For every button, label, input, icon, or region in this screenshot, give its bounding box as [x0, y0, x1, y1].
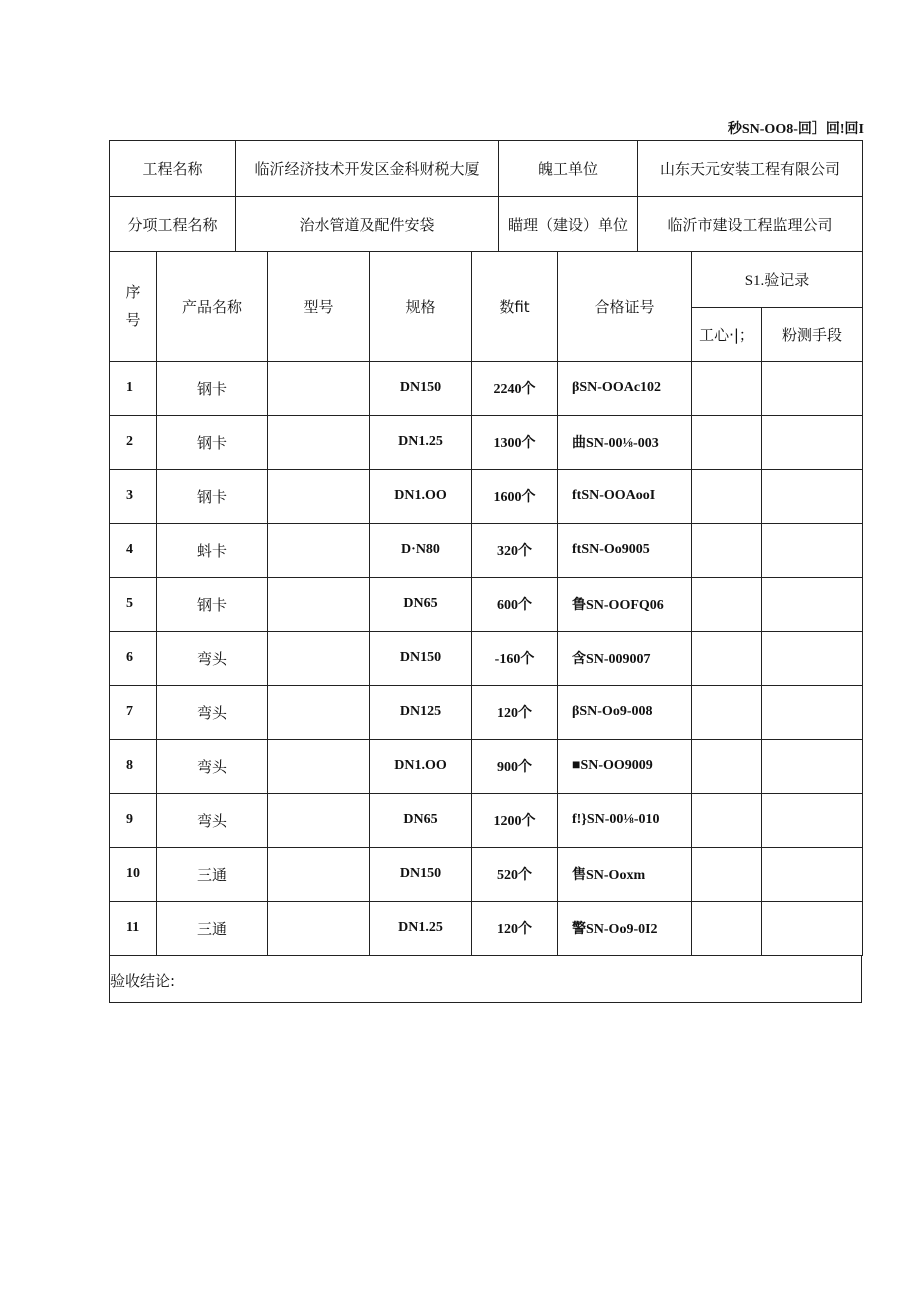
- row-inspect-1: [692, 577, 762, 631]
- row-inspect-1: [692, 685, 762, 739]
- row-inspect-1: [692, 415, 762, 469]
- col-inspect-header: S1.验记录: [692, 252, 863, 307]
- table-row: [110, 793, 863, 847]
- row-product: 钢卡: [157, 469, 268, 523]
- table-row: [110, 523, 863, 577]
- row-cert: 警SN-Oo9-0I2: [558, 901, 692, 955]
- row-product: 弯头: [157, 793, 268, 847]
- row-spec: DN65: [370, 793, 472, 847]
- row-seq: 6: [110, 631, 157, 685]
- col-inspect-sub1: 工心·|；: [692, 307, 762, 361]
- row-spec: DN1.OO: [370, 739, 472, 793]
- row-inspect-2: [762, 415, 863, 469]
- row-product: 钢卡: [157, 415, 268, 469]
- row-inspect-1: [692, 847, 762, 901]
- table-row: [110, 469, 863, 523]
- project-name-value: 临沂经济技术开发区金科财税大厦: [236, 141, 499, 197]
- row-model: [268, 469, 370, 523]
- row-spec: D·N80: [370, 523, 472, 577]
- row-inspect-2: [762, 793, 863, 847]
- row-seq: 1: [110, 361, 157, 415]
- row-qty: 120个: [472, 685, 558, 739]
- row-spec: DN150: [370, 847, 472, 901]
- row-cert: f!}SN-00⅛-010: [558, 793, 692, 847]
- col-product-header: 产品名称: [157, 252, 268, 361]
- row-spec: DN1.25: [370, 415, 472, 469]
- inspection-form: [109, 140, 862, 1003]
- row-cert: 鲁SN-OOFQ06: [558, 577, 692, 631]
- col-cert-header: 合格证号: [558, 252, 692, 361]
- row-seq: 11: [110, 901, 157, 955]
- row-inspect-2: [762, 361, 863, 415]
- project-name-label: 工程名称: [110, 141, 236, 197]
- row-cert: ftSN-Oo9005: [558, 523, 692, 577]
- row-model: [268, 901, 370, 955]
- row-qty: 320个: [472, 523, 558, 577]
- row-cert: ■SN-OO9009: [558, 739, 692, 793]
- row-qty: 520个: [472, 847, 558, 901]
- conclusion-area: [109, 956, 862, 1003]
- table-row: [110, 577, 863, 631]
- row-inspect-1: [692, 361, 762, 415]
- row-seq: 10: [110, 847, 157, 901]
- row-seq: 4: [110, 523, 157, 577]
- col-model-header: 型号: [268, 252, 370, 361]
- row-model: [268, 847, 370, 901]
- col-seq-line1: 序: [125, 283, 141, 302]
- item-rows: [110, 361, 863, 955]
- row-seq: 9: [110, 793, 157, 847]
- header-table: [109, 140, 863, 252]
- row-cert: 含SN-009007: [558, 631, 692, 685]
- contractor-label: 魄工单位: [499, 141, 638, 197]
- row-inspect-1: [692, 739, 762, 793]
- row-inspect-2: [762, 901, 863, 955]
- row-cert: βSN-Oo9-008: [558, 685, 692, 739]
- row-product: 三通: [157, 847, 268, 901]
- conclusion-label: 验收结论:: [110, 971, 176, 990]
- supervisor-value: 临沂市建设工程监理公司: [638, 197, 863, 252]
- row-model: [268, 631, 370, 685]
- row-model: [268, 739, 370, 793]
- row-inspect-2: [762, 739, 863, 793]
- row-qty: 1600个: [472, 469, 558, 523]
- row-seq: 7: [110, 685, 157, 739]
- subproject-label: 分项工程名称: [110, 197, 236, 252]
- row-seq: 5: [110, 577, 157, 631]
- table-row: [110, 847, 863, 901]
- table-row: [110, 901, 863, 955]
- row-qty: 600个: [472, 577, 558, 631]
- items-table: [109, 252, 863, 956]
- row-seq: 8: [110, 739, 157, 793]
- row-qty: 900个: [472, 739, 558, 793]
- row-model: [268, 793, 370, 847]
- row-product: 弯头: [157, 739, 268, 793]
- row-model: [268, 361, 370, 415]
- row-qty: 120个: [472, 901, 558, 955]
- row-product: 三通: [157, 901, 268, 955]
- col-seq-header: [110, 252, 157, 361]
- row-inspect-2: [762, 685, 863, 739]
- row-qty: 2240个: [472, 361, 558, 415]
- col-inspect-sub2: 粉测手段: [762, 307, 863, 361]
- row-model: [268, 523, 370, 577]
- row-inspect-2: [762, 469, 863, 523]
- row-product: 钢卡: [157, 577, 268, 631]
- row-spec: DN150: [370, 361, 472, 415]
- row-product: 弯头: [157, 631, 268, 685]
- row-spec: DN65: [370, 577, 472, 631]
- row-seq: 3: [110, 469, 157, 523]
- row-inspect-2: [762, 577, 863, 631]
- table-row: [110, 739, 863, 793]
- table-row: [110, 631, 863, 685]
- table-row: [110, 685, 863, 739]
- row-product: 弯头: [157, 685, 268, 739]
- row-cert: 售SN-Ooxm: [558, 847, 692, 901]
- column-header-row-1: [110, 252, 863, 307]
- row-inspect-1: [692, 793, 762, 847]
- row-inspect-2: [762, 847, 863, 901]
- col-qty-header: 数fit: [472, 252, 558, 361]
- table-row: [110, 361, 863, 415]
- row-inspect-1: [692, 523, 762, 577]
- supervisor-label: 瞄理（建设）单位: [499, 197, 638, 252]
- header-row-project: [110, 141, 863, 197]
- row-cert: ftSN-OOAooI: [558, 469, 692, 523]
- row-model: [268, 577, 370, 631]
- col-spec-header: 规格: [370, 252, 472, 361]
- document-number: 秒SN-OO8-回］回!回I: [727, 122, 864, 137]
- row-qty: 1200个: [472, 793, 558, 847]
- row-product: 蚪卡: [157, 523, 268, 577]
- col-seq-line2: 号: [125, 311, 141, 330]
- row-inspect-2: [762, 631, 863, 685]
- table-row: [110, 415, 863, 469]
- row-model: [268, 685, 370, 739]
- contractor-value: 山东天元安装工程有限公司: [638, 141, 863, 197]
- row-inspect-1: [692, 901, 762, 955]
- row-inspect-1: [692, 469, 762, 523]
- row-qty: -160个: [472, 631, 558, 685]
- header-row-subproject: [110, 197, 863, 252]
- row-qty: 1300个: [472, 415, 558, 469]
- row-product: 钢卡: [157, 361, 268, 415]
- row-model: [268, 415, 370, 469]
- row-cert: 曲SN-00⅛-003: [558, 415, 692, 469]
- subproject-value: 治水管道及配件安袋: [236, 197, 499, 252]
- row-inspect-1: [692, 631, 762, 685]
- row-spec: DN1.OO: [370, 469, 472, 523]
- row-spec: DN150: [370, 631, 472, 685]
- row-spec: DN1.25: [370, 901, 472, 955]
- row-inspect-2: [762, 523, 863, 577]
- row-seq: 2: [110, 415, 157, 469]
- row-cert: βSN-OOAc102: [558, 361, 692, 415]
- row-spec: DN125: [370, 685, 472, 739]
